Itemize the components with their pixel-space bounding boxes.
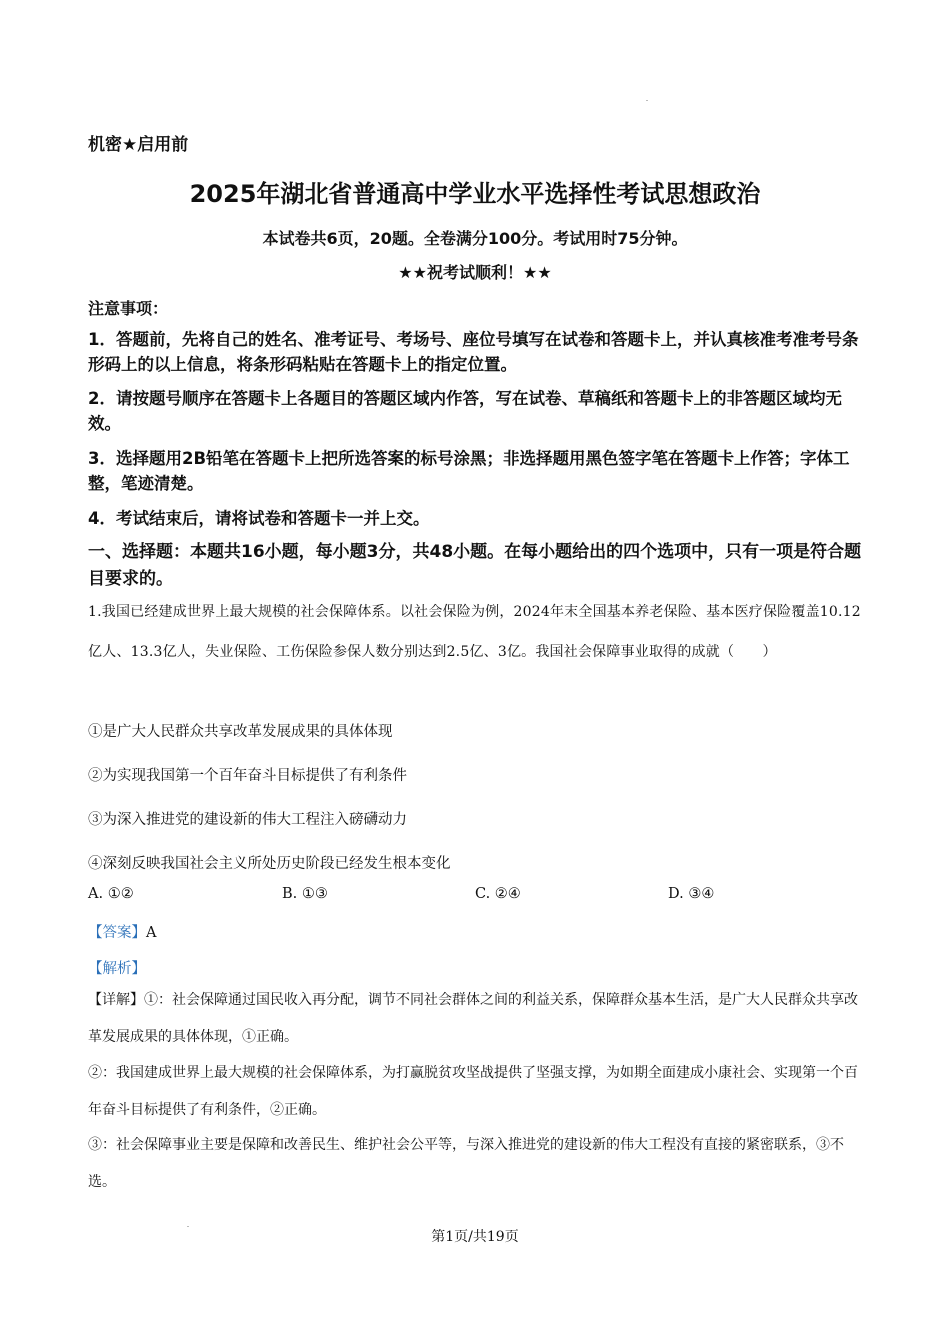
page-number: 第1页/共19页 [431,1229,519,1245]
answer-value: A [146,925,157,941]
detail-paragraph-3: ③：社会保障事业主要是保障和改善民生、维护社会公平等，与深入推进党的建设新的伟大工程没有直接的紧密联系，③不选。 [88,1137,844,1190]
statement-1: ①是广大人民群众共享改革发展成果的具体体现 [88,724,393,740]
question-1-stem: 1.我国已经建成世界上最大规模的社会保障体系。以社会保险为例，2024年末全国基本养老保险、基本医疗保险覆盖10.12亿人、13.3亿人，失业保险、工伤保险参保人数分别达到2.5亿、3亿。我国社会保障事业取得的成就（ ） [88,604,861,660]
confidential-label: 机密★启用前 [88,135,189,155]
exam-info: 本试卷共6页，20题。全卷满分100分。考试用时75分钟。 [262,229,688,248]
good-luck-line: ★★祝考试顺利！★★ [398,263,552,282]
detail-tag: 【详解】 [88,992,144,1008]
answer-tag: 【答案】 [88,925,146,941]
detail-text-1: ①：社会保障通过国民收入再分配，调节不同社会群体之间的利益关系，保障群众基本生活，是广大人民群众共享改革发展成果的具体体现，①正确。 [88,992,858,1045]
detail-paragraph-1 [88,982,864,1056]
choice-a: A. ①② [88,886,134,902]
choice-d: D. ③④ [668,886,715,902]
detail-paragraph-2: ②：我国建成世界上最大规模的社会保障体系，为打赢脱贫攻坚战提供了坚强支撑，为如期全面建成小康社会、实现第一个百年奋斗目标提供了有利条件，②正确。 [88,1065,858,1118]
scan-speck [646,100,648,101]
choice-b: B. ①③ [282,886,328,902]
notice-item-1: 1．答题前，先将自己的姓名、准考证号、考场号、座位号填写在试卷和答题卡上，并认真核准考准考号条形码上的以上信息，将条形码粘贴在答题卡上的指定位置。 [88,330,859,374]
notice-item-4: 4．考试结束后，请将试卷和答题卡一并上交。 [88,509,430,528]
statement-3: ③为深入推进党的建设新的伟大工程注入磅礴动力 [88,812,407,828]
statement-2: ②为实现我国第一个百年奋斗目标提供了有利条件 [88,768,407,784]
notice-item-3: 3．选择题用2B铅笔在答题卡上把所选答案的标号涂黑；非选择题用黑色签字笔在答题卡上作答；字体工整，笔迹清楚。 [88,449,850,493]
choice-c: C. ②④ [475,886,521,902]
notice-heading: 注意事项： [88,299,169,318]
analysis-tag: 【解析】 [88,961,146,977]
exam-title: 2025年湖北省普通高中学业水平选择性考试思想政治 [189,180,761,208]
notice-item-2: 2．请按题号顺序在答题卡上各题目的答题区域内作答，写在试卷、草稿纸和答题卡上的非答题区域均无效。 [88,389,842,433]
section-heading: 一、选择题：本题共16小题，每小题3分，共48小题。在每小题给出的四个选项中，只有一项是符合题目要求的。 [88,542,862,589]
statement-4: ④深刻反映我国社会主义所处历史阶段已经发生根本变化 [88,856,451,872]
answer-line [88,921,156,942]
